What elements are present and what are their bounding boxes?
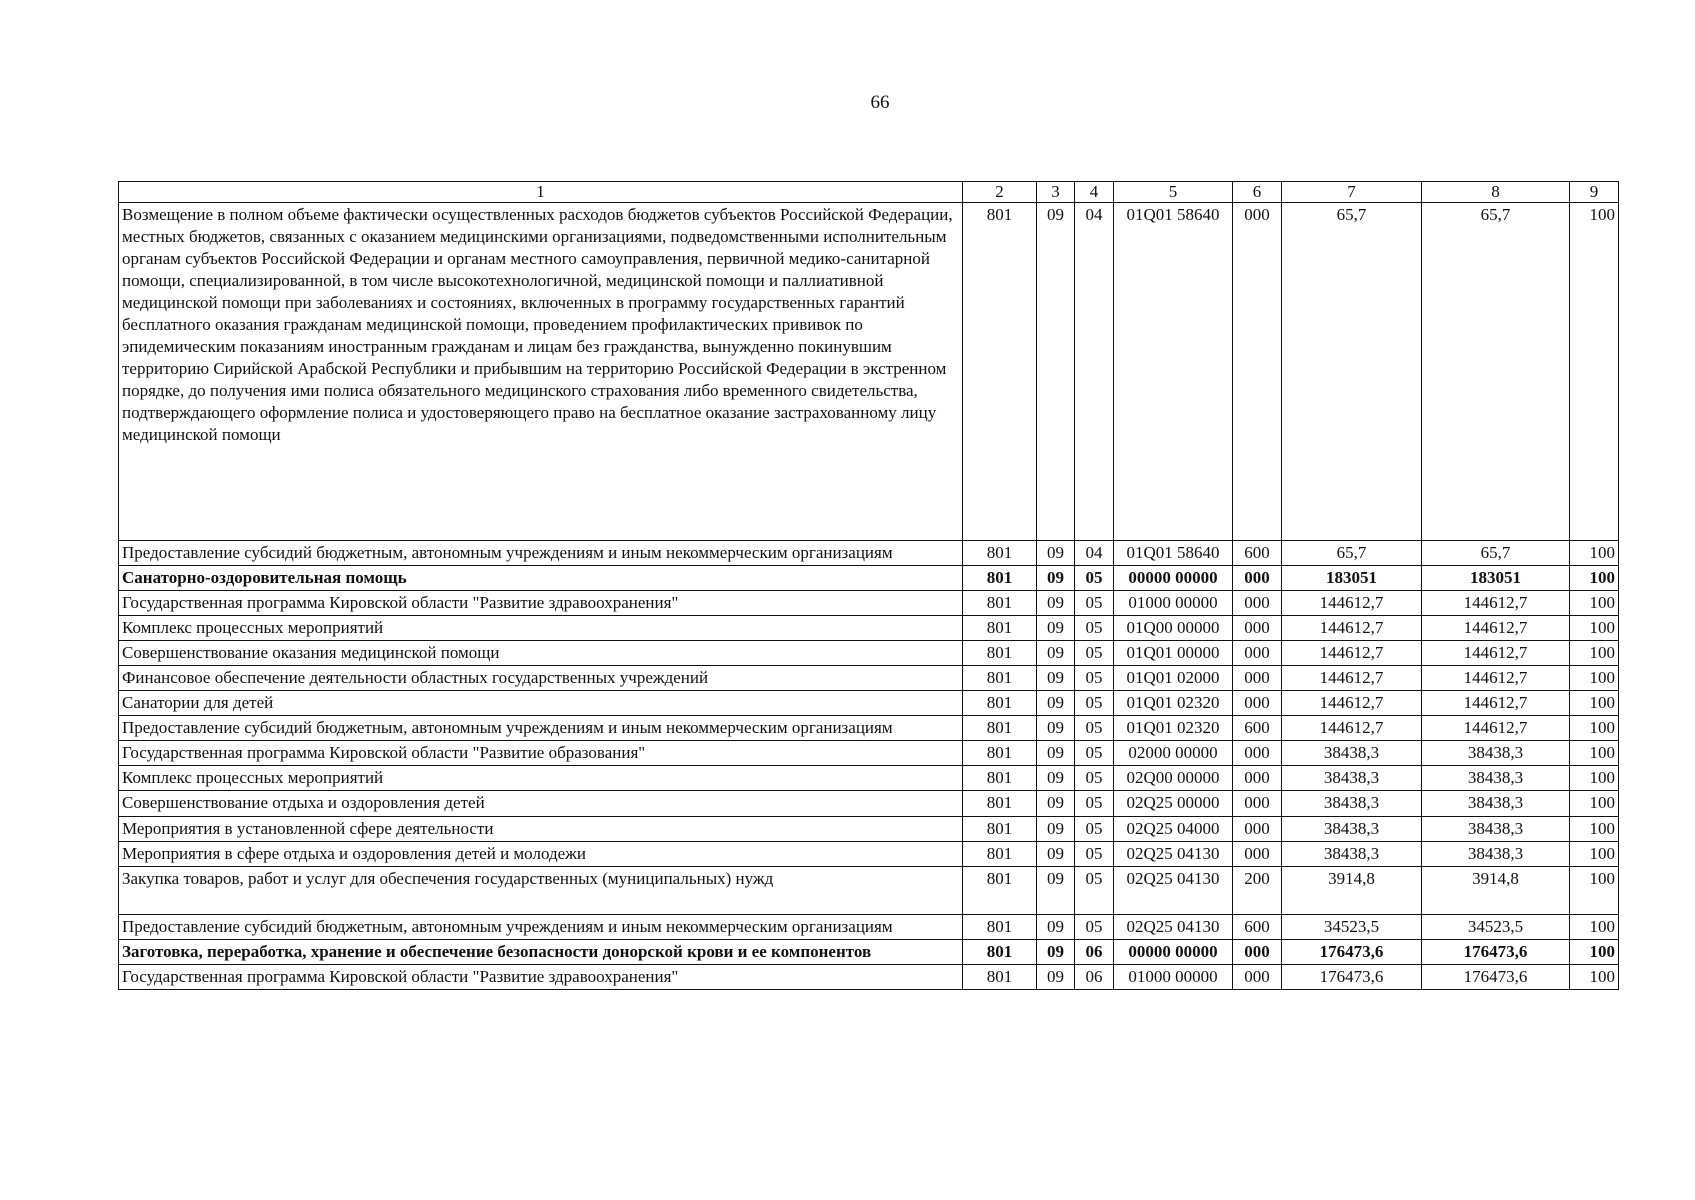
row-section: 09	[1037, 565, 1075, 590]
row-admin-code: 801	[963, 716, 1037, 741]
row-section: 09	[1037, 791, 1075, 816]
row-target-article: 01Q00 00000	[1114, 615, 1233, 640]
row-execution-percent: 100	[1570, 716, 1619, 741]
row-target-article: 00000 00000	[1114, 939, 1233, 964]
row-executed-amount: 38438,3	[1422, 816, 1570, 841]
row-description: Совершенствование отдыха и оздоровления детей	[119, 791, 963, 816]
row-planned-amount: 65,7	[1282, 540, 1422, 565]
row-execution-percent: 100	[1570, 741, 1619, 766]
table-row	[119, 939, 1619, 964]
row-expense-type: 000	[1233, 666, 1282, 691]
row-admin-code: 801	[963, 939, 1037, 964]
row-admin-code: 801	[963, 640, 1037, 665]
row-planned-amount: 3914,8	[1282, 866, 1422, 914]
row-target-article: 01Q01 58640	[1114, 540, 1233, 565]
row-executed-amount: 144612,7	[1422, 615, 1570, 640]
row-execution-percent: 100	[1570, 666, 1619, 691]
row-expense-type: 200	[1233, 866, 1282, 914]
row-execution-percent: 100	[1570, 965, 1619, 990]
row-description: Предоставление субсидий бюджетным, автономным учреждениям и иным некоммерческим организациям	[119, 540, 963, 565]
row-expense-type: 000	[1233, 565, 1282, 590]
table-row	[119, 816, 1619, 841]
row-expense-type: 000	[1233, 965, 1282, 990]
row-executed-amount: 144612,7	[1422, 691, 1570, 716]
row-planned-amount: 38438,3	[1282, 766, 1422, 791]
row-execution-percent: 100	[1570, 939, 1619, 964]
row-admin-code: 801	[963, 691, 1037, 716]
column-header-3: 3	[1037, 182, 1075, 203]
row-execution-percent: 100	[1570, 766, 1619, 791]
row-section: 09	[1037, 691, 1075, 716]
table-row	[119, 691, 1619, 716]
row-executed-amount: 65,7	[1422, 202, 1570, 540]
row-section: 09	[1037, 540, 1075, 565]
row-section: 09	[1037, 914, 1075, 939]
row-subsection: 05	[1075, 691, 1114, 716]
table-row	[119, 716, 1619, 741]
table-row	[119, 202, 1619, 540]
row-planned-amount: 144612,7	[1282, 590, 1422, 615]
row-admin-code: 801	[963, 590, 1037, 615]
row-target-article: 02Q25 04130	[1114, 841, 1233, 866]
row-admin-code: 801	[963, 965, 1037, 990]
row-execution-percent: 100	[1570, 691, 1619, 716]
row-description: Санатории для детей	[119, 691, 963, 716]
column-header-6: 6	[1233, 182, 1282, 203]
row-planned-amount: 144612,7	[1282, 615, 1422, 640]
row-planned-amount: 144612,7	[1282, 716, 1422, 741]
row-subsection: 06	[1075, 965, 1114, 990]
row-planned-amount: 34523,5	[1282, 914, 1422, 939]
row-target-article: 02Q25 04130	[1114, 914, 1233, 939]
row-expense-type: 000	[1233, 590, 1282, 615]
table-row	[119, 640, 1619, 665]
row-section: 09	[1037, 590, 1075, 615]
row-executed-amount: 38438,3	[1422, 766, 1570, 791]
row-admin-code: 801	[963, 666, 1037, 691]
row-expense-type: 000	[1233, 791, 1282, 816]
row-planned-amount: 144612,7	[1282, 691, 1422, 716]
row-section: 09	[1037, 841, 1075, 866]
row-description: Мероприятия в сфере отдыха и оздоровления детей и молодежи	[119, 841, 963, 866]
row-subsection: 05	[1075, 914, 1114, 939]
row-execution-percent: 100	[1570, 866, 1619, 914]
row-target-article: 02Q25 04000	[1114, 816, 1233, 841]
row-planned-amount: 144612,7	[1282, 640, 1422, 665]
row-target-article: 02Q25 00000	[1114, 791, 1233, 816]
table-body	[119, 202, 1619, 990]
row-executed-amount: 176473,6	[1422, 965, 1570, 990]
row-execution-percent: 100	[1570, 791, 1619, 816]
row-description: Возмещение в полном объеме фактически осуществленных расходов бюджетов субъектов Российской Федерации, местных бюджетов, связанных с оказанием медицинскими организациями, подведомственными исполнительным органам субъектов Российской Федерации и органам местного самоуправления, первичной медико-санитарной помощи, специализированной, в том числе высокотехнологичной, медицинской помощи и паллиативной медицинской помощи при заболеваниях и состояниях, включенных в программу государственных гарантий бесплатного оказания гражданам медицинской помощи, проведением профилактических прививок по эпидемическим показаниям иностранным гражданам и лицам без гражданства, вынужденно покинувшим территорию Сирийской Арабской Республики и прибывшим на территорию Российской Федерации в экстренном порядке, до получения ими полиса обязательного медицинского страхования либо временного свидетельства, подтверждающего оформление полиса и удостоверяющего право на бесплатное оказание застрахованному лицу медицинской помощи	[119, 202, 963, 540]
row-planned-amount: 176473,6	[1282, 965, 1422, 990]
row-admin-code: 801	[963, 914, 1037, 939]
table-row	[119, 914, 1619, 939]
row-expense-type: 000	[1233, 939, 1282, 964]
row-execution-percent: 100	[1570, 565, 1619, 590]
row-section: 09	[1037, 866, 1075, 914]
row-execution-percent: 100	[1570, 914, 1619, 939]
column-header-4: 4	[1075, 182, 1114, 203]
row-subsection: 05	[1075, 590, 1114, 615]
row-planned-amount: 38438,3	[1282, 791, 1422, 816]
row-description: Закупка товаров, работ и услуг для обеспечения государственных (муниципальных) нужд	[119, 866, 963, 914]
row-target-article: 01Q01 00000	[1114, 640, 1233, 665]
budget-table	[118, 181, 1619, 990]
row-expense-type: 000	[1233, 766, 1282, 791]
row-subsection: 05	[1075, 816, 1114, 841]
table-row	[119, 766, 1619, 791]
row-admin-code: 801	[963, 202, 1037, 540]
row-admin-code: 801	[963, 866, 1037, 914]
row-planned-amount: 38438,3	[1282, 816, 1422, 841]
row-expense-type: 000	[1233, 841, 1282, 866]
row-description: Комплекс процессных мероприятий	[119, 766, 963, 791]
row-subsection: 05	[1075, 716, 1114, 741]
page-number: 66	[870, 92, 890, 113]
row-execution-percent: 100	[1570, 640, 1619, 665]
column-header-7: 7	[1282, 182, 1422, 203]
table-row	[119, 741, 1619, 766]
row-description: Комплекс процессных мероприятий	[119, 615, 963, 640]
row-section: 09	[1037, 666, 1075, 691]
row-description: Совершенствование оказания медицинской помощи	[119, 640, 963, 665]
row-section: 09	[1037, 640, 1075, 665]
row-subsection: 04	[1075, 202, 1114, 540]
row-subsection: 05	[1075, 866, 1114, 914]
row-section: 09	[1037, 766, 1075, 791]
row-description: Санаторно-оздоровительная помощь	[119, 565, 963, 590]
row-target-article: 01000 00000	[1114, 590, 1233, 615]
row-description: Предоставление субсидий бюджетным, автономным учреждениям и иным некоммерческим организациям	[119, 716, 963, 741]
row-description: Государственная программа Кировской области "Развитие здравоохранения"	[119, 965, 963, 990]
row-planned-amount: 144612,7	[1282, 666, 1422, 691]
row-description: Государственная программа Кировской области "Развитие здравоохранения"	[119, 590, 963, 615]
row-expense-type: 000	[1233, 816, 1282, 841]
row-subsection: 04	[1075, 540, 1114, 565]
row-admin-code: 801	[963, 791, 1037, 816]
row-planned-amount: 38438,3	[1282, 841, 1422, 866]
row-description: Финансовое обеспечение деятельности областных государственных учреждений	[119, 666, 963, 691]
table-row	[119, 590, 1619, 615]
table-row	[119, 565, 1619, 590]
column-header-5: 5	[1114, 182, 1233, 203]
row-subsection: 06	[1075, 939, 1114, 964]
row-admin-code: 801	[963, 741, 1037, 766]
row-section: 09	[1037, 939, 1075, 964]
row-subsection: 05	[1075, 741, 1114, 766]
row-expense-type: 000	[1233, 691, 1282, 716]
row-section: 09	[1037, 615, 1075, 640]
row-section: 09	[1037, 965, 1075, 990]
row-section: 09	[1037, 816, 1075, 841]
row-execution-percent: 100	[1570, 202, 1619, 540]
row-target-article: 02Q00 00000	[1114, 766, 1233, 791]
row-subsection: 05	[1075, 841, 1114, 866]
table-header-row	[119, 182, 1619, 203]
row-expense-type: 000	[1233, 640, 1282, 665]
row-description: Мероприятия в установленной сфере деятельности	[119, 816, 963, 841]
row-description: Предоставление субсидий бюджетным, автономным учреждениям и иным некоммерческим организациям	[119, 914, 963, 939]
row-planned-amount: 65,7	[1282, 202, 1422, 540]
row-executed-amount: 38438,3	[1422, 841, 1570, 866]
row-description: Государственная программа Кировской области "Развитие образования"	[119, 741, 963, 766]
row-description: Заготовка, переработка, хранение и обеспечение безопасности донорской крови и ее компонентов	[119, 939, 963, 964]
row-target-article: 01000 00000	[1114, 965, 1233, 990]
row-executed-amount: 34523,5	[1422, 914, 1570, 939]
row-subsection: 05	[1075, 766, 1114, 791]
table-row	[119, 866, 1619, 914]
row-admin-code: 801	[963, 540, 1037, 565]
row-target-article: 02000 00000	[1114, 741, 1233, 766]
row-planned-amount: 183051	[1282, 565, 1422, 590]
row-executed-amount: 65,7	[1422, 540, 1570, 565]
row-section: 09	[1037, 716, 1075, 741]
table-row	[119, 841, 1619, 866]
row-section: 09	[1037, 741, 1075, 766]
row-executed-amount: 38438,3	[1422, 741, 1570, 766]
row-executed-amount: 176473,6	[1422, 939, 1570, 964]
row-target-article: 01Q01 02320	[1114, 716, 1233, 741]
row-target-article: 01Q01 02320	[1114, 691, 1233, 716]
row-executed-amount: 144612,7	[1422, 640, 1570, 665]
table-row	[119, 965, 1619, 990]
column-header-2: 2	[963, 182, 1037, 203]
row-execution-percent: 100	[1570, 540, 1619, 565]
row-executed-amount: 3914,8	[1422, 866, 1570, 914]
row-planned-amount: 38438,3	[1282, 741, 1422, 766]
column-header-1: 1	[119, 182, 963, 203]
row-target-article: 02Q25 04130	[1114, 866, 1233, 914]
column-header-8: 8	[1422, 182, 1570, 203]
row-executed-amount: 183051	[1422, 565, 1570, 590]
row-subsection: 05	[1075, 791, 1114, 816]
row-executed-amount: 38438,3	[1422, 791, 1570, 816]
row-subsection: 05	[1075, 666, 1114, 691]
row-expense-type: 000	[1233, 202, 1282, 540]
row-execution-percent: 100	[1570, 615, 1619, 640]
row-expense-type: 000	[1233, 741, 1282, 766]
row-section: 09	[1037, 202, 1075, 540]
row-execution-percent: 100	[1570, 590, 1619, 615]
row-admin-code: 801	[963, 766, 1037, 791]
row-execution-percent: 100	[1570, 841, 1619, 866]
column-header-9: 9	[1570, 182, 1619, 203]
row-admin-code: 801	[963, 816, 1037, 841]
row-target-article: 01Q01 58640	[1114, 202, 1233, 540]
row-admin-code: 801	[963, 841, 1037, 866]
row-executed-amount: 144612,7	[1422, 590, 1570, 615]
row-executed-amount: 144612,7	[1422, 666, 1570, 691]
table-row	[119, 666, 1619, 691]
row-admin-code: 801	[963, 565, 1037, 590]
row-executed-amount: 144612,7	[1422, 716, 1570, 741]
row-admin-code: 801	[963, 615, 1037, 640]
table-row	[119, 615, 1619, 640]
row-expense-type: 600	[1233, 540, 1282, 565]
row-subsection: 05	[1075, 640, 1114, 665]
row-execution-percent: 100	[1570, 816, 1619, 841]
row-target-article: 01Q01 02000	[1114, 666, 1233, 691]
row-planned-amount: 176473,6	[1282, 939, 1422, 964]
row-subsection: 05	[1075, 565, 1114, 590]
row-target-article: 00000 00000	[1114, 565, 1233, 590]
row-expense-type: 600	[1233, 914, 1282, 939]
row-expense-type: 000	[1233, 615, 1282, 640]
row-subsection: 05	[1075, 615, 1114, 640]
table-row	[119, 791, 1619, 816]
table-row	[119, 540, 1619, 565]
row-expense-type: 600	[1233, 716, 1282, 741]
